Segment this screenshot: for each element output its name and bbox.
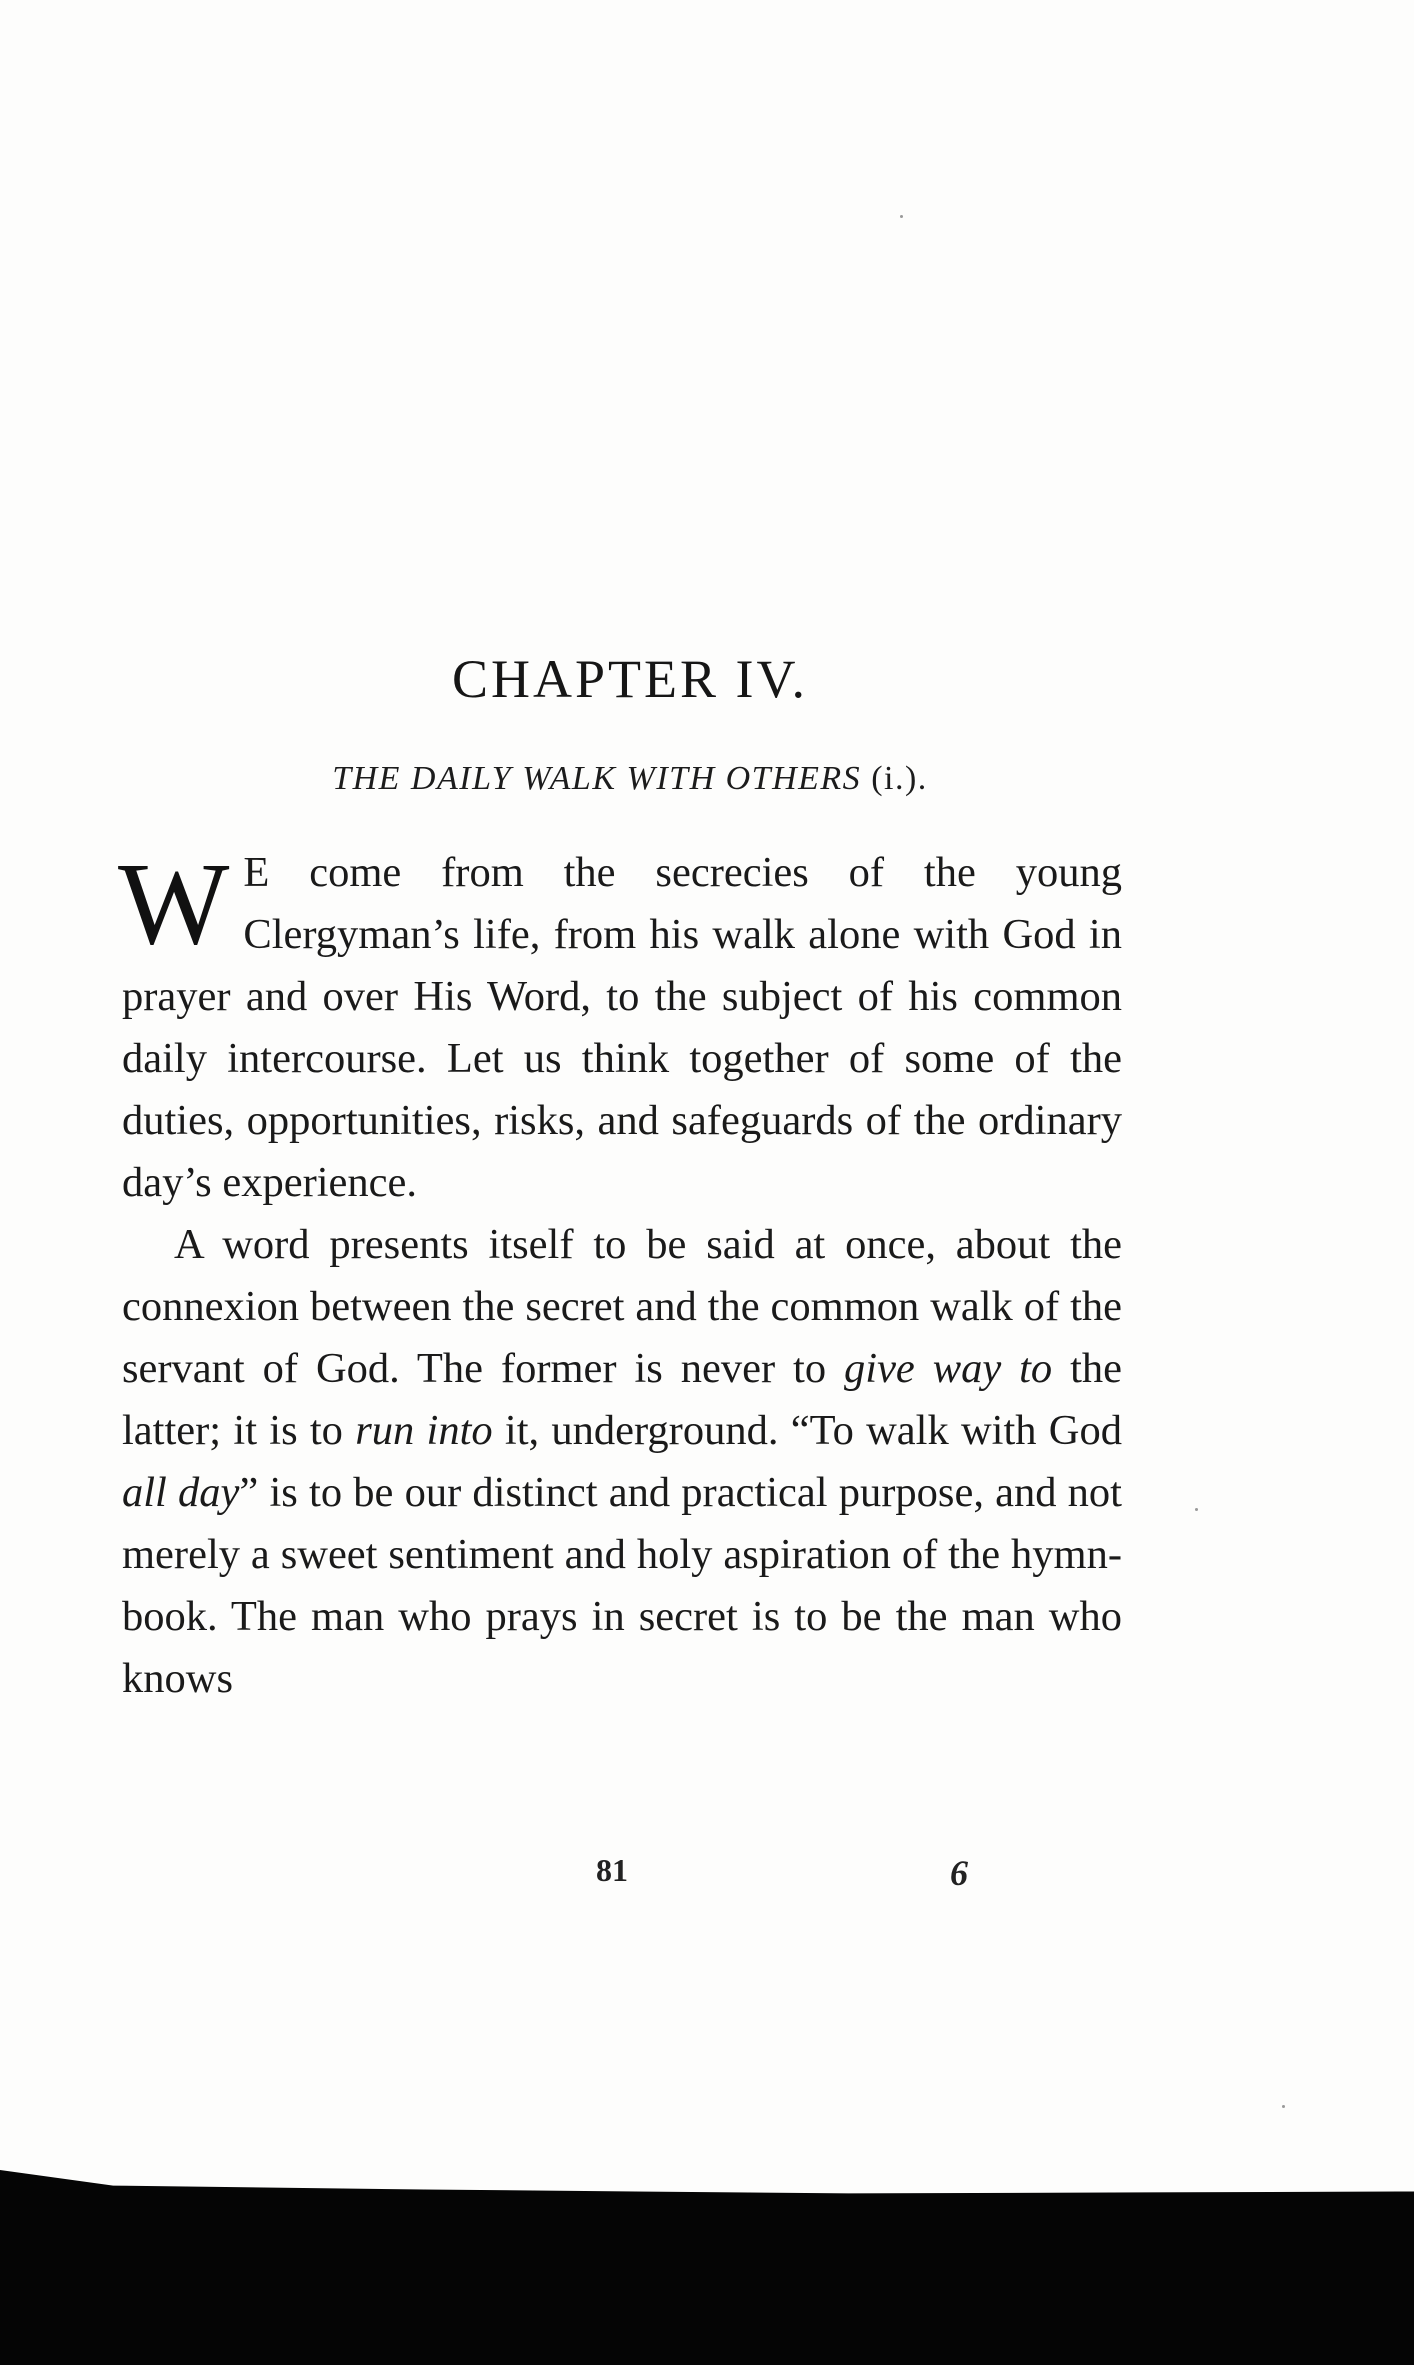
signature-mark: 6	[950, 1853, 968, 1893]
paragraph-second-part2: the latter; it is to	[122, 1345, 1122, 1454]
page-number: 81	[596, 1852, 628, 1888]
scan-speck	[1282, 2105, 1285, 2108]
paragraph-first	[118, 838, 1122, 1214]
paragraph-second-part1: A word presents itself to be said at once, about the connexion between the secret and the common walk of the servant of God. The former is never to	[122, 1221, 1122, 1392]
body-text	[118, 838, 1123, 1710]
emphasis-run-into: run into	[355, 1407, 493, 1454]
drop-cap: W	[118, 838, 230, 969]
chapter-subtitle-suffix: (i.).	[861, 760, 928, 797]
scan-speck	[1195, 1508, 1198, 1511]
chapter-subtitle-title: THE DAILY WALK WITH OTHERS	[332, 760, 862, 797]
emphasis-give-way-to: give way to	[844, 1345, 1053, 1392]
paragraph-second-part4: ” is to be our distinct and practical purpose, and not merely a sweet sentiment and holy aspiration of the hymn-book. The man who prays in secret is to be the man who knows	[122, 1469, 1122, 1702]
paragraph-second-part3: it, underground. “To walk with God	[492, 1407, 1123, 1454]
scan-edge-shadow	[0, 2170, 1414, 2365]
emphasis-all-day: all day	[122, 1469, 240, 1516]
chapter-subtitle	[0, 760, 1260, 798]
scan-speck	[900, 215, 903, 218]
paragraph-second	[122, 1214, 1122, 1710]
lead-caps: E	[243, 849, 270, 896]
paragraph-first-text: come from the secrecies of the young Clergyman’s life, from his walk alone with God in prayer and over His Word, to the subject of his common daily intercourse. Let us think together of some of the duties, opportunities, risks, and safeguards of the ordinary day’s experience.	[122, 849, 1122, 1206]
chapter-heading: CHAPTER IV.	[451, 649, 809, 709]
